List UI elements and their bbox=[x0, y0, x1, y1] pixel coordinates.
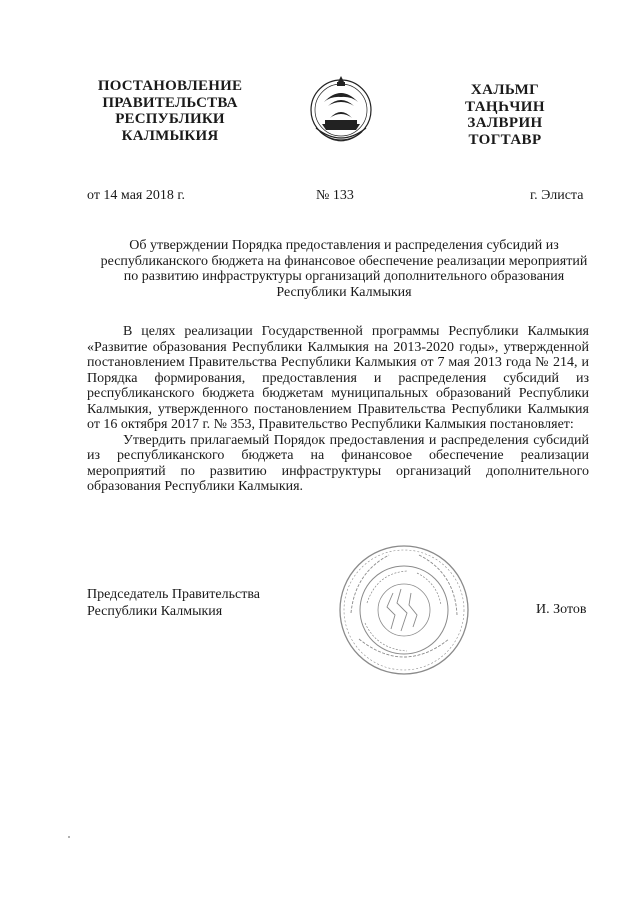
issuer-title-line: ТАҢҺЧИН bbox=[465, 98, 545, 115]
issuer-title-line: ХАЛЬМГ bbox=[470, 82, 540, 98]
issuer-title-line: ПРАВИТЕЛЬСТВА bbox=[102, 94, 238, 111]
issuer-title-line: ЗАЛВРИН bbox=[467, 115, 543, 131]
signatory-title-line: Председатель Правительства bbox=[87, 587, 260, 602]
decree-number: № 133 bbox=[316, 188, 354, 203]
decree-subject: Об утверждении Порядка предоставления и распределения субсидий из республиканского бюджета на финансовое обеспечение реализации мероприятий по развитию инфраструктуры организаций дополнительного образования Республики Калмыкия bbox=[100, 238, 588, 300]
decree-body bbox=[87, 324, 589, 495]
decree-date: от 14 мая 2018 г. bbox=[87, 188, 186, 203]
issuer-title-line: РЕСПУБЛИКИ bbox=[115, 111, 225, 127]
issuer-title-line: ТОГТАВР bbox=[468, 131, 542, 148]
issuer-title-russian bbox=[80, 78, 260, 144]
issuer-title-kalmyk bbox=[440, 82, 570, 148]
official-seal-stamp-icon bbox=[337, 543, 471, 677]
signatory-title bbox=[87, 586, 260, 620]
kalmykia-coat-of-arms-icon bbox=[304, 66, 378, 152]
issuer-title-line: КАЛМЫКИЯ bbox=[121, 127, 219, 144]
scan-speck bbox=[68, 836, 70, 838]
signatory-title-line: Республики Калмыкия bbox=[87, 604, 223, 619]
body-paragraph: В целях реализации Государственной программы Республики Калмыкия «Развитие образования Республики Калмыкия на 2013-2020 годы», утвержденной постановлением Правительства Республики Калмыкия от 7 мая 2013 года № 214, и Порядка формирования, предоставления и распределения субсидий из республиканского бюджета бюджетам муниципальных образований Республики Калмыкия, утвержденного постановлением Правительства Республики Калмыкия от 16 октября 2017 г. № 353, Правительство Республики Калмыкия постановляет: bbox=[87, 324, 589, 432]
decree-city: г. Элиста bbox=[530, 188, 584, 203]
issuer-title-line: ПОСТАНОВЛЕНИЕ bbox=[97, 78, 243, 94]
body-paragraph: Утвердить прилагаемый Порядок предоставления и распределения субсидий из республиканского бюджета на финансовое обеспечение реализации мероприятий по развитию инфраструктуры организаций дополнительного образования Республики Калмыкия. bbox=[87, 432, 589, 494]
signatory-name: И. Зотов bbox=[536, 602, 587, 617]
